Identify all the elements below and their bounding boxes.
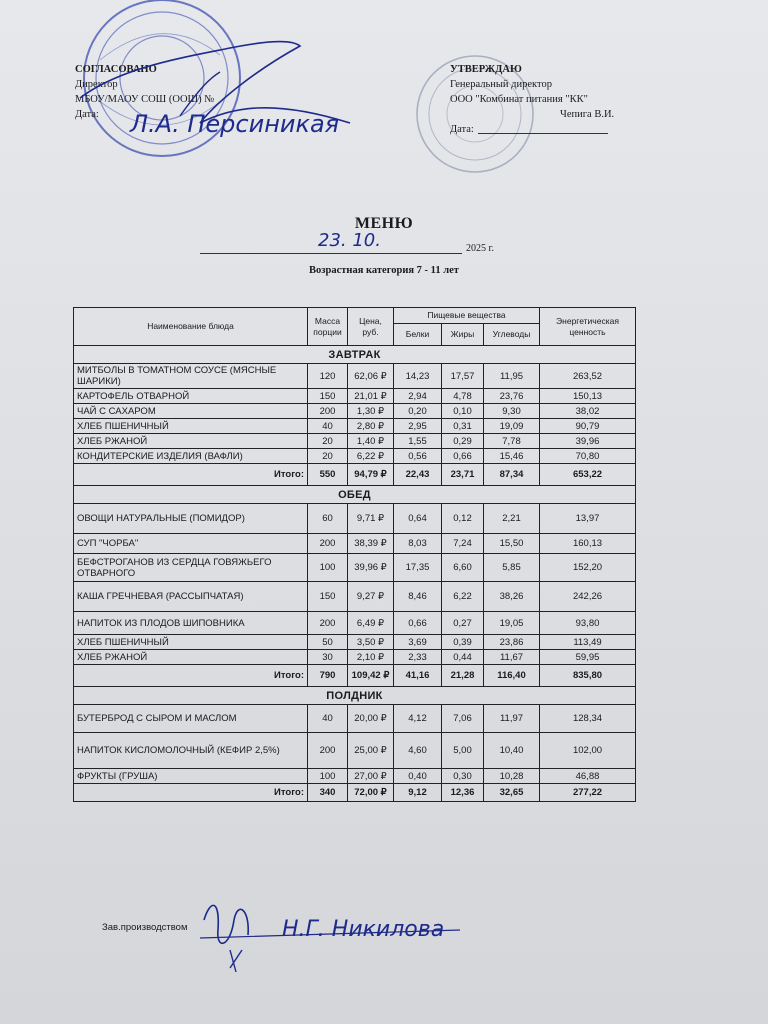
approval-right-position: Генеральный директор <box>450 79 552 90</box>
dish-carbs: 2,21 <box>484 504 540 534</box>
table-row <box>74 705 636 733</box>
approval-right-signer: Чепига В.И. <box>560 109 615 120</box>
total-mass: 550 <box>308 464 348 486</box>
dish-mass: 200 <box>308 733 348 769</box>
dish-protein: 4,12 <box>394 705 442 733</box>
dish-carbs: 11,95 <box>484 364 540 389</box>
total-fat: 23,71 <box>442 464 484 486</box>
table-row <box>74 449 636 464</box>
dish-price: 38,39 ₽ <box>348 534 394 554</box>
total-price: 72,00 ₽ <box>348 784 394 802</box>
total-protein: 41,16 <box>394 665 442 687</box>
dish-energy: 13,97 <box>540 504 636 534</box>
dish-protein: 0,56 <box>394 449 442 464</box>
dish-price: 6,49 ₽ <box>348 612 394 635</box>
dish-fat: 17,57 <box>442 364 484 389</box>
table-row <box>74 364 636 389</box>
dish-price: 3,50 ₽ <box>348 635 394 650</box>
dish-price: 9,71 ₽ <box>348 504 394 534</box>
total-carbs: 32,65 <box>484 784 540 802</box>
dish-mass: 200 <box>308 404 348 419</box>
total-label: Итого: <box>74 665 308 687</box>
total-row <box>74 784 636 802</box>
dish-energy: 152,20 <box>540 554 636 582</box>
approval-right-head: УТВЕРЖДАЮ <box>450 64 522 75</box>
dish-carbs: 10,40 <box>484 733 540 769</box>
dish-protein: 2,95 <box>394 419 442 434</box>
dish-carbs: 23,86 <box>484 635 540 650</box>
dish-mass: 40 <box>308 705 348 733</box>
total-carbs: 87,34 <box>484 464 540 486</box>
dish-price: 6,22 ₽ <box>348 449 394 464</box>
dish-fat: 0,44 <box>442 650 484 665</box>
dish-price: 1,30 ₽ <box>348 404 394 419</box>
table-row <box>74 582 636 612</box>
header-price: Цена, руб. <box>348 308 394 346</box>
dish-mass: 40 <box>308 419 348 434</box>
dish-fat: 0,10 <box>442 404 484 419</box>
dish-protein: 0,66 <box>394 612 442 635</box>
dish-fat: 0,31 <box>442 419 484 434</box>
menu-date-line <box>200 253 462 254</box>
total-row <box>74 464 636 486</box>
total-label: Итого: <box>74 464 308 486</box>
dish-fat: 7,06 <box>442 705 484 733</box>
total-row <box>74 665 636 687</box>
dish-energy: 46,88 <box>540 769 636 784</box>
dish-protein: 1,55 <box>394 434 442 449</box>
dish-energy: 38,02 <box>540 404 636 419</box>
total-fat: 12,36 <box>442 784 484 802</box>
approval-left-date-label: Дата: <box>75 109 99 120</box>
dish-name: ЧАЙ С САХАРОМ <box>74 404 308 419</box>
table-row <box>74 419 636 434</box>
dish-mass: 20 <box>308 449 348 464</box>
dish-fat: 0,66 <box>442 449 484 464</box>
total-mass: 790 <box>308 665 348 687</box>
table-row <box>74 434 636 449</box>
dish-energy: 39,96 <box>540 434 636 449</box>
dish-fat: 6,60 <box>442 554 484 582</box>
table-row <box>74 554 636 582</box>
header-fat: Жиры <box>442 324 484 346</box>
signature-director-text: Л.А. Персиникая <box>130 110 340 138</box>
dish-fat: 5,00 <box>442 733 484 769</box>
total-protein: 22,43 <box>394 464 442 486</box>
dish-carbs: 9,30 <box>484 404 540 419</box>
section-row <box>74 687 636 705</box>
dish-name: ХЛЕБ РЖАНОЙ <box>74 434 308 449</box>
dish-mass: 150 <box>308 582 348 612</box>
dish-name: ОВОЩИ НАТУРАЛЬНЫЕ (ПОМИДОР) <box>74 504 308 534</box>
section-row <box>74 486 636 504</box>
dish-energy: 242,26 <box>540 582 636 612</box>
dish-price: 9,27 ₽ <box>348 582 394 612</box>
dish-price: 21,01 ₽ <box>348 389 394 404</box>
dish-price: 1,40 ₽ <box>348 434 394 449</box>
dish-name: НАПИТОК КИСЛОМОЛОЧНЫЙ (КЕФИР 2,5%) <box>74 733 308 769</box>
dish-carbs: 23,76 <box>484 389 540 404</box>
total-price: 94,79 ₽ <box>348 464 394 486</box>
dish-fat: 4,78 <box>442 389 484 404</box>
dish-energy: 93,80 <box>540 612 636 635</box>
dish-name: БУТЕРБРОД С СЫРОМ И МАСЛОМ <box>74 705 308 733</box>
approval-right-org: ООО "Комбинат питания "КК" <box>450 94 588 105</box>
signature-production-head <box>190 880 490 980</box>
dish-protein: 0,64 <box>394 504 442 534</box>
dish-protein: 8,03 <box>394 534 442 554</box>
footer-production-head <box>102 922 188 933</box>
dish-protein: 3,69 <box>394 635 442 650</box>
table-row <box>74 650 636 665</box>
dish-energy: 70,80 <box>540 449 636 464</box>
dish-fat: 0,39 <box>442 635 484 650</box>
dish-mass: 50 <box>308 635 348 650</box>
dish-mass: 20 <box>308 434 348 449</box>
dish-fat: 0,29 <box>442 434 484 449</box>
dish-fat: 0,30 <box>442 769 484 784</box>
dish-name: ХЛЕБ ПШЕНИЧНЫЙ <box>74 419 308 434</box>
header-nutrients: Пищевые вещества <box>394 308 540 324</box>
section-title: ПОЛДНИК <box>74 687 636 705</box>
dish-energy: 102,00 <box>540 733 636 769</box>
dish-energy: 150,13 <box>540 389 636 404</box>
section-title: ЗАВТРАК <box>74 346 636 364</box>
total-protein: 9,12 <box>394 784 442 802</box>
table-row <box>74 769 636 784</box>
dish-fat: 0,27 <box>442 612 484 635</box>
dish-protein: 0,40 <box>394 769 442 784</box>
header-name: Наименование блюда <box>74 308 308 346</box>
header-protein: Белки <box>394 324 442 346</box>
total-price: 109,42 ₽ <box>348 665 394 687</box>
dish-fat: 6,22 <box>442 582 484 612</box>
dish-protein: 14,23 <box>394 364 442 389</box>
dish-fat: 0,12 <box>442 504 484 534</box>
dish-price: 39,96 ₽ <box>348 554 394 582</box>
dish-price: 2,80 ₽ <box>348 419 394 434</box>
dish-carbs: 5,85 <box>484 554 540 582</box>
menu-table-body <box>74 346 636 802</box>
dish-mass: 150 <box>308 389 348 404</box>
section-title: ОБЕД <box>74 486 636 504</box>
dish-name: СУП "ЧОРБА" <box>74 534 308 554</box>
dish-mass: 30 <box>308 650 348 665</box>
dish-energy: 263,52 <box>540 364 636 389</box>
table-row <box>74 534 636 554</box>
approval-left-org: МБОУ/МАОУ СОШ (ООШ) № <box>75 94 215 105</box>
table-row <box>74 504 636 534</box>
dish-name: КАША ГРЕЧНЕВАЯ (РАССЫПЧАТАЯ) <box>74 582 308 612</box>
approval-right-date-line <box>478 122 608 134</box>
total-label: Итого: <box>74 784 308 802</box>
table-row <box>74 635 636 650</box>
dish-name: ХЛЕБ ПШЕНИЧНЫЙ <box>74 635 308 650</box>
total-mass: 340 <box>308 784 348 802</box>
dish-carbs: 15,46 <box>484 449 540 464</box>
dish-protein: 2,33 <box>394 650 442 665</box>
dish-name: ФРУКТЫ (ГРУША) <box>74 769 308 784</box>
table-row <box>74 733 636 769</box>
dish-price: 2,10 ₽ <box>348 650 394 665</box>
dish-protein: 0,20 <box>394 404 442 419</box>
dish-name: КОНДИТЕРСКИЕ ИЗДЕЛИЯ (ВАФЛИ) <box>74 449 308 464</box>
dish-name: НАПИТОК ИЗ ПЛОДОВ ШИПОВНИКА <box>74 612 308 635</box>
dish-energy: 160,13 <box>540 534 636 554</box>
dish-price: 20,00 ₽ <box>348 705 394 733</box>
dish-mass: 200 <box>308 534 348 554</box>
table-row <box>74 404 636 419</box>
dish-carbs: 19,05 <box>484 612 540 635</box>
dish-protein: 4,60 <box>394 733 442 769</box>
footer-label: Зав.производством <box>102 922 188 933</box>
dish-name: БЕФСТРОГАНОВ ИЗ СЕРДЦА ГОВЯЖЬЕГО ОТВАРНОГО <box>74 554 308 582</box>
dish-price: 62,06 ₽ <box>348 364 394 389</box>
menu-date-handwritten: 23. 10. <box>318 230 381 251</box>
dish-carbs: 7,78 <box>484 434 540 449</box>
dish-name: ХЛЕБ РЖАНОЙ <box>74 650 308 665</box>
header-energy: Энергетическая ценность <box>540 308 636 346</box>
dish-energy: 113,49 <box>540 635 636 650</box>
dish-mass: 100 <box>308 769 348 784</box>
dish-carbs: 38,26 <box>484 582 540 612</box>
section-row <box>74 346 636 364</box>
total-fat: 21,28 <box>442 665 484 687</box>
approval-left-position: Директор <box>75 79 118 90</box>
total-carbs: 116,40 <box>484 665 540 687</box>
header-mass: Масса порции <box>308 308 348 346</box>
dish-protein: 2,94 <box>394 389 442 404</box>
total-energy: 653,22 <box>540 464 636 486</box>
signature-production-head-text: Н.Г. Никилова <box>282 917 445 942</box>
age-category: Возрастная категория 7 - 11 лет <box>309 265 459 276</box>
table-header-row <box>74 308 636 324</box>
table-row <box>74 389 636 404</box>
menu-date-year: 2025 г. <box>466 243 494 254</box>
dish-energy: 128,34 <box>540 705 636 733</box>
dish-mass: 200 <box>308 612 348 635</box>
table-row <box>74 612 636 635</box>
approval-right-date <box>450 122 690 137</box>
dish-name: МИТБОЛЫ В ТОМАТНОМ СОУСЕ (МЯСНЫЕ ШАРИКИ) <box>74 364 308 389</box>
total-energy: 277,22 <box>540 784 636 802</box>
dish-carbs: 10,28 <box>484 769 540 784</box>
approval-right-date-label: Дата: <box>450 124 474 135</box>
page-title: МЕНЮ <box>354 215 414 232</box>
dish-mass: 60 <box>308 504 348 534</box>
dish-carbs: 19,09 <box>484 419 540 434</box>
dish-energy: 90,79 <box>540 419 636 434</box>
dish-name: КАРТОФЕЛЬ ОТВАРНОЙ <box>74 389 308 404</box>
dish-mass: 100 <box>308 554 348 582</box>
signature-director <box>60 28 370 148</box>
dish-carbs: 11,67 <box>484 650 540 665</box>
approval-left-head: СОГЛАСОВАНО <box>75 64 157 75</box>
header-carbs: Углеводы <box>484 324 540 346</box>
approval-block-right <box>450 62 690 137</box>
dish-price: 27,00 ₽ <box>348 769 394 784</box>
dish-price: 25,00 ₽ <box>348 733 394 769</box>
dish-protein: 8,46 <box>394 582 442 612</box>
dish-carbs: 11,97 <box>484 705 540 733</box>
dish-mass: 120 <box>308 364 348 389</box>
total-energy: 835,80 <box>540 665 636 687</box>
menu-table <box>73 307 636 802</box>
dish-energy: 59,95 <box>540 650 636 665</box>
dish-fat: 7,24 <box>442 534 484 554</box>
dish-protein: 17,35 <box>394 554 442 582</box>
dish-carbs: 15,50 <box>484 534 540 554</box>
